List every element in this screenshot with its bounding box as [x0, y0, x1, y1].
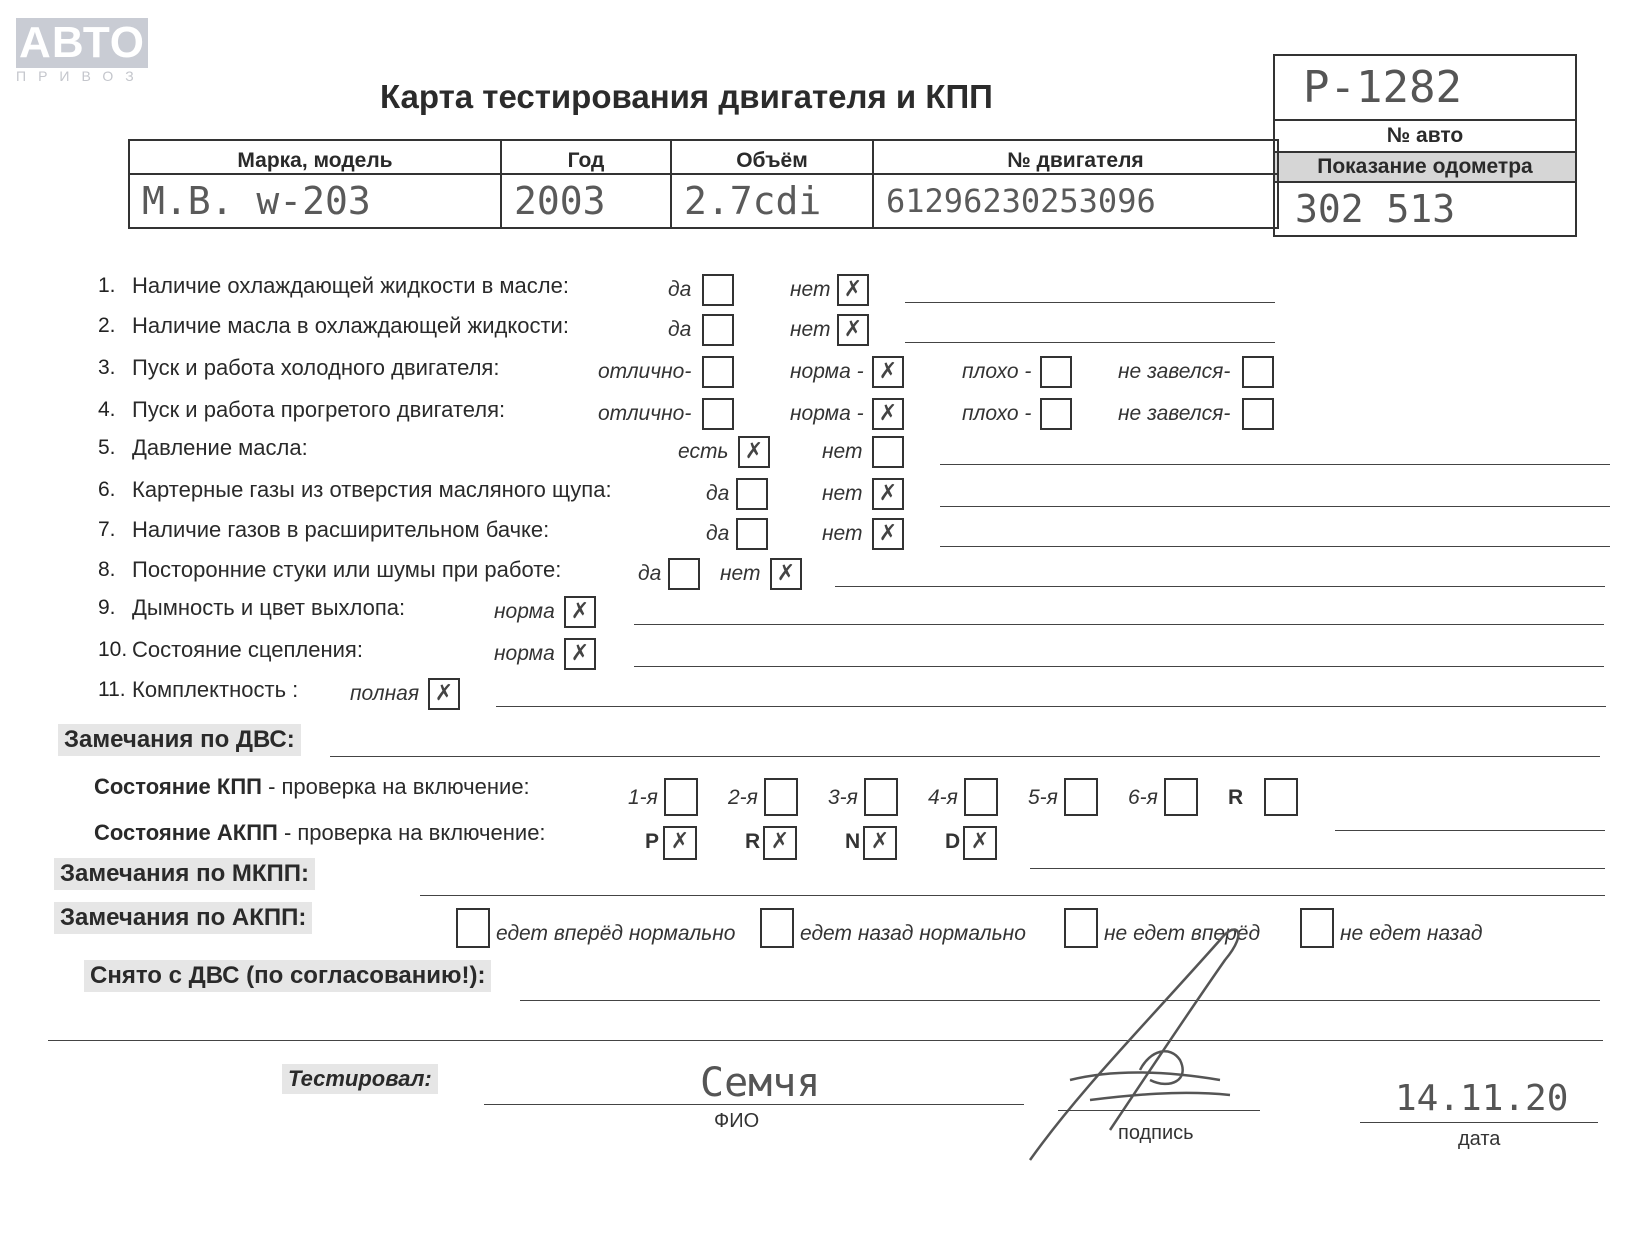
signature-caption: подпись: [1118, 1122, 1194, 1144]
kpp-gear-label: 6-я: [1128, 786, 1158, 809]
question-notes-line[interactable]: [905, 342, 1275, 343]
kpp-gear-checkbox[interactable]: [664, 778, 698, 816]
option-label: нет: [822, 440, 863, 463]
remarks-mkpp-line[interactable]: [420, 895, 1605, 896]
option-checkbox[interactable]: ✗: [564, 638, 596, 670]
option-checkbox[interactable]: [1040, 398, 1072, 430]
question-number: 1.: [98, 274, 116, 297]
option-checkbox[interactable]: [736, 478, 768, 510]
question-number: 11.: [98, 678, 126, 701]
akpp-label-bold: Состояние АКПП: [94, 820, 278, 845]
remarks-akpp-label: Замечания по АКПП:: [54, 902, 312, 934]
option-checkbox[interactable]: [872, 436, 904, 468]
header-engine-number-value[interactable]: 61296230253096: [873, 174, 1278, 228]
option-checkbox[interactable]: [1242, 356, 1274, 388]
option-checkbox[interactable]: [702, 274, 734, 306]
kpp-gear-label: 2-я: [728, 786, 758, 809]
question-number: 7.: [98, 518, 116, 541]
question-notes-line[interactable]: [496, 706, 1606, 707]
akpp-remark-label: не едет вперёд: [1104, 922, 1261, 945]
header-year-value[interactable]: 2003: [501, 174, 671, 228]
option-label: нет: [822, 522, 863, 545]
kpp-gear-label: 3-я: [828, 786, 858, 809]
kpp-label: [94, 774, 530, 800]
kpp-gear-checkbox[interactable]: [864, 778, 898, 816]
vehicle-info-table: [1273, 54, 1577, 237]
akpp-remark-checkbox[interactable]: [456, 908, 490, 948]
kpp-gear-label: 1-я: [628, 786, 658, 809]
option-label: норма: [494, 642, 555, 665]
kpp-gear-label: 4-я: [928, 786, 958, 809]
option-label: плохо -: [962, 402, 1032, 425]
vehicle-number-value[interactable]: P-1282: [1274, 55, 1576, 120]
option-checkbox[interactable]: ✗: [770, 558, 802, 590]
akpp-position-label: D: [945, 830, 961, 853]
question-notes-line[interactable]: [634, 666, 1604, 667]
tested-label: Тестировал:: [282, 1064, 438, 1094]
question-notes-line[interactable]: [940, 506, 1610, 507]
akpp-remark-label: едет назад нормально: [800, 922, 1026, 945]
kpp-gear-checkbox[interactable]: [964, 778, 998, 816]
logo-subtitle: ПРИВОЗ: [16, 68, 146, 84]
option-checkbox[interactable]: ✗: [872, 356, 904, 388]
option-label: да: [668, 318, 692, 341]
option-checkbox[interactable]: ✗: [837, 274, 869, 306]
question-text: Состояние сцепления:: [132, 637, 363, 662]
header-engine-number-label: № двигателя: [873, 140, 1278, 174]
question-number: 6.: [98, 478, 116, 501]
tester-name-value[interactable]: Семчя: [700, 1060, 821, 1106]
question-number: 3.: [98, 356, 116, 379]
question-text: Наличие охлаждающей жидкости в масле:: [132, 273, 569, 298]
option-label: есть: [678, 440, 729, 463]
question-number: 9.: [98, 596, 116, 619]
option-label: норма -: [790, 360, 864, 383]
remarks-engine-line[interactable]: [330, 756, 1600, 757]
option-checkbox[interactable]: ✗: [872, 478, 904, 510]
option-label: да: [706, 522, 730, 545]
akpp-position-checkbox[interactable]: ✗: [963, 826, 997, 860]
tester-name-caption: ФИО: [714, 1110, 760, 1132]
option-label: не завелся-: [1118, 360, 1231, 383]
date-line[interactable]: [1360, 1122, 1598, 1123]
odometer-value[interactable]: 302 513: [1274, 182, 1576, 236]
question-text: Наличие газов в расширительном бачке:: [132, 517, 550, 542]
kpp-label-rest: - проверка на включение:: [261, 774, 530, 799]
date-caption: дата: [1458, 1128, 1501, 1150]
option-label: да: [638, 562, 662, 585]
option-label: да: [668, 278, 692, 301]
option-label: отлично-: [598, 402, 692, 425]
question-text: Дымность и цвет выхлопа:: [132, 595, 406, 620]
question-text: Пуск и работа прогретого двигателя:: [132, 397, 506, 422]
question-number: 10.: [98, 638, 128, 661]
option-label: нет: [822, 482, 863, 505]
header-volume-value[interactable]: 2.7cdi: [671, 174, 873, 228]
kpp-gear-checkbox[interactable]: [764, 778, 798, 816]
question-text: Картерные газы из отверстия масляного щупа:: [132, 477, 612, 502]
option-checkbox[interactable]: ✗: [872, 398, 904, 430]
option-checkbox[interactable]: [736, 518, 768, 550]
kpp-line[interactable]: [1335, 830, 1605, 831]
question-text: Пуск и работа холодного двигателя:: [132, 355, 500, 380]
question-text: Давление масла:: [132, 435, 308, 460]
removed-label: Снято с ДВС (по согласованию!):: [84, 960, 491, 992]
option-checkbox[interactable]: [702, 398, 734, 430]
kpp-gear-checkbox[interactable]: [1264, 778, 1298, 816]
question-number: 5.: [98, 436, 116, 459]
option-label: полная: [350, 682, 420, 705]
question-text: Комплектность :: [132, 677, 299, 702]
kpp-gear-label: R: [1228, 786, 1244, 809]
akpp-position-label: R: [745, 830, 761, 853]
option-checkbox[interactable]: ✗: [837, 314, 869, 346]
logo: АВТО: [16, 18, 148, 68]
option-checkbox[interactable]: [1242, 398, 1274, 430]
option-label: норма -: [790, 402, 864, 425]
option-label: да: [706, 482, 730, 505]
question-notes-line[interactable]: [835, 586, 1605, 587]
akpp-position-checkbox[interactable]: ✗: [763, 826, 797, 860]
akpp-position-label: N: [845, 830, 861, 853]
option-label: нет: [720, 562, 761, 585]
option-checkbox[interactable]: ✗: [564, 596, 596, 628]
question-text: Наличие масла в охлаждающей жидкости:: [132, 313, 569, 338]
akpp-line[interactable]: [1030, 868, 1605, 869]
question-notes-line[interactable]: [940, 464, 1610, 465]
option-label: нет: [790, 318, 831, 341]
kpp-gear-checkbox[interactable]: [1064, 778, 1098, 816]
question-number: 4.: [98, 398, 116, 421]
option-checkbox[interactable]: ✗: [872, 518, 904, 550]
question-number: 8.: [98, 558, 116, 581]
option-checkbox[interactable]: ✗: [428, 678, 460, 710]
akpp-position-checkbox[interactable]: ✗: [663, 826, 697, 860]
akpp-remark-label: не едет назад: [1340, 922, 1483, 945]
signature-line[interactable]: [1058, 1110, 1260, 1111]
kpp-gear-checkbox[interactable]: [1164, 778, 1198, 816]
header-volume-label: Объём: [671, 140, 873, 174]
header-year-label: Год: [501, 140, 671, 174]
akpp-remark-checkbox[interactable]: [760, 908, 794, 948]
odometer-label: Показание одометра: [1274, 152, 1576, 182]
option-checkbox[interactable]: [702, 314, 734, 346]
date-value[interactable]: 14.11.20: [1395, 1078, 1569, 1119]
akpp-label-rest: - проверка на включение:: [277, 820, 546, 845]
option-checkbox[interactable]: ✗: [738, 436, 770, 468]
kpp-gear-label: 5-я: [1028, 786, 1058, 809]
akpp-position-label: P: [645, 830, 660, 853]
option-label: норма: [494, 600, 555, 623]
tester-name-line[interactable]: [484, 1104, 1024, 1105]
question-notes-line[interactable]: [940, 546, 1610, 547]
akpp-remark-label: едет вперёд нормально: [496, 922, 736, 945]
option-checkbox[interactable]: [702, 356, 734, 388]
option-label: плохо -: [962, 360, 1032, 383]
option-label: нет: [790, 278, 831, 301]
header-model-value[interactable]: M.B. w-203: [129, 174, 501, 228]
option-label: не завелся-: [1118, 402, 1231, 425]
remarks-mkpp-label: Замечания по МКПП:: [54, 858, 315, 890]
vehicle-number-label: № авто: [1274, 120, 1576, 152]
question-notes-line[interactable]: [905, 302, 1275, 303]
question-text: Посторонние стуки или шумы при работе:: [132, 557, 562, 582]
kpp-label-bold: Состояние КПП: [94, 774, 262, 799]
remarks-engine-label: Замечания по ДВС:: [58, 724, 301, 756]
question-number: 2.: [98, 314, 116, 337]
akpp-label: [94, 820, 546, 846]
question-notes-line[interactable]: [634, 624, 1604, 625]
option-label: отлично-: [598, 360, 692, 383]
option-checkbox[interactable]: [668, 558, 700, 590]
vehicle-header-table: [128, 139, 1279, 229]
removed-line-2[interactable]: [48, 1040, 1603, 1041]
page-title: Карта тестирования двигателя и КПП: [380, 78, 993, 115]
akpp-position-checkbox[interactable]: ✗: [863, 826, 897, 860]
option-checkbox[interactable]: [1040, 356, 1072, 388]
header-model-label: Марка, модель: [129, 140, 501, 174]
